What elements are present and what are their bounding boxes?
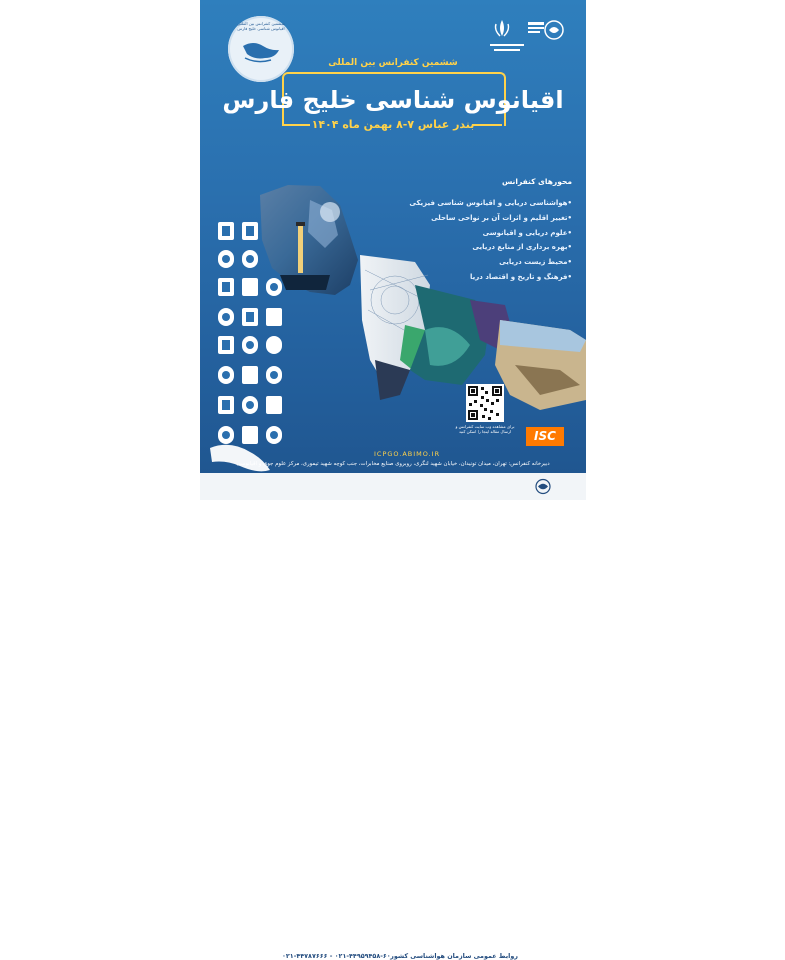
topic-item: •هواشناسی دریایی و اقیانوس شناسی فیزیکی <box>409 199 572 207</box>
public-relations-label: روابط عمومی سازمان هواشناسی کشور <box>390 952 518 960</box>
footer-bar <box>200 473 586 960</box>
conference-title: اقیانوس شناسی خلیج فارس <box>222 86 564 114</box>
isc-badge <box>526 427 564 446</box>
conference-date-location: بندر عباس ۷-۸ بهمن ماه ۱۴۰۴ <box>311 118 475 131</box>
topics-heading: محورهای کنفرانس <box>501 177 572 186</box>
emblems-icon <box>484 16 568 62</box>
sponsor-logos-icon <box>216 222 286 452</box>
topic-item: •علوم دریایی و اقیانوسی <box>482 229 572 237</box>
qr-code[interactable] <box>466 384 504 422</box>
topic-item: •محیط زیست دریایی <box>499 258 572 266</box>
conference-poster <box>200 0 586 960</box>
topic-item: •تغییر اقلیم و اثرات آن بر نواحی ساحلی <box>431 214 572 222</box>
contact-phones: ۰۲۱-۴۴۷۸۷۶۶۶ - ۰۲۱-۴۴۹۵۹۴۵۸-۶۰ <box>282 952 391 960</box>
edition-label: ششمین کنفرانس بین المللی <box>328 58 458 68</box>
emblem-text: ششمین کنفرانس بین المللی اقیانوس شناسی خلیج فارس <box>237 21 285 31</box>
organization-logo-icon <box>526 477 560 496</box>
secretariat-address: دبیرخانه کنفرانس: تهران، میدان تونیدان، خیابان شهید لنگری، روبروی صنایع مخابرات، جنب کوچه شهید تیموری، مرکز علوم جوی و اقیانوسی <box>236 461 550 467</box>
topic-item: •بهره برداری از منابع دریایی <box>472 243 572 251</box>
topic-item: •فرهنگ و تاریخ و اقتصاد دریا <box>470 273 572 281</box>
conference-website[interactable]: ICPGO.ABIMO.IR <box>374 450 441 458</box>
institution-logos <box>484 16 568 62</box>
isc-label: ISC <box>534 429 556 443</box>
qr-caption: برای مشاهده وب سایت کنفرانس و ارسال مقاله اینجا را اسکن کنید <box>455 424 515 434</box>
qr-code-icon <box>466 384 504 422</box>
